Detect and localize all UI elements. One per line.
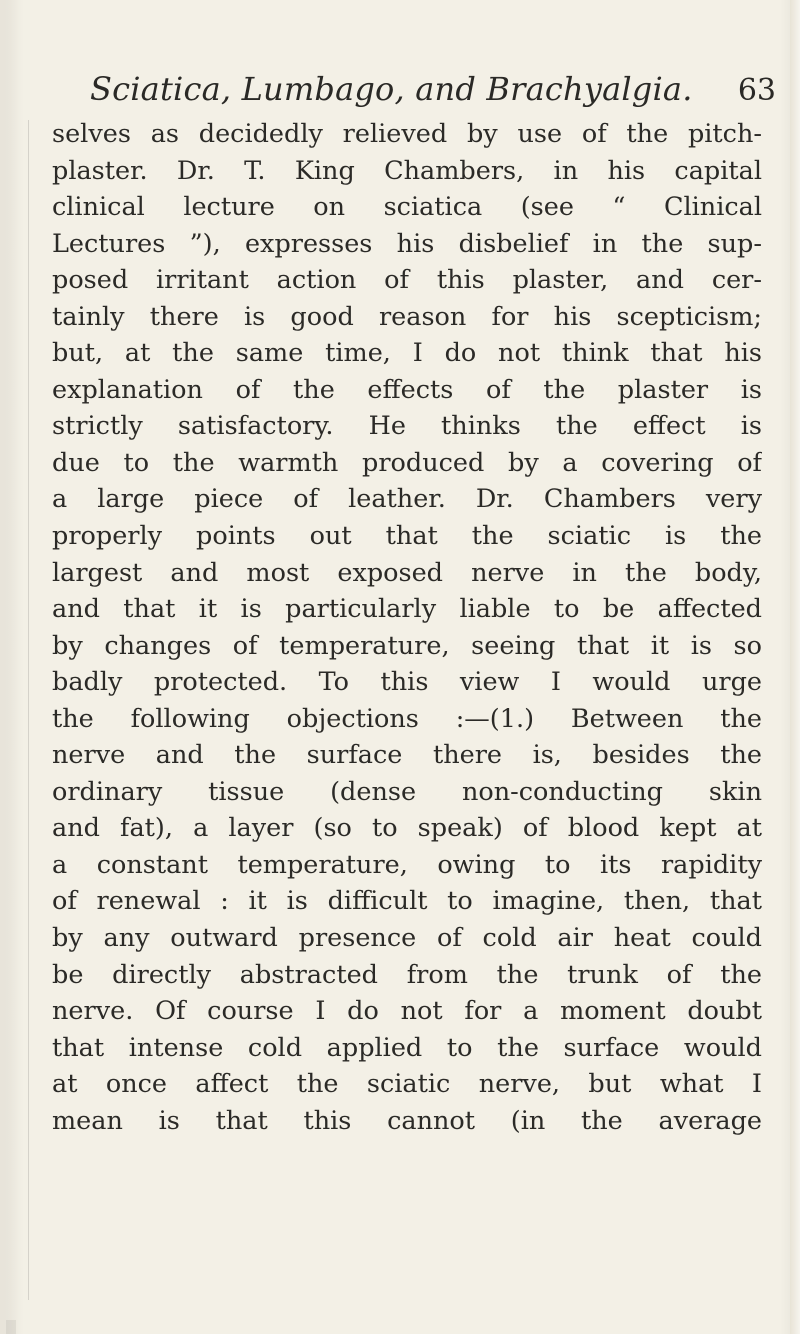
running-header xyxy=(90,70,780,118)
text-line: by any outward presence of cold air heat could xyxy=(52,923,762,954)
text-line: strictly satisfactory. He thinks the effect is xyxy=(52,411,762,442)
text-line: a constant temperature, owing to its rapidity xyxy=(52,849,762,880)
text-line: tainly there is good reason for his scepticism; xyxy=(52,301,762,332)
page-right-edge xyxy=(790,0,800,1334)
text-line: ordinary tissue (dense non-conducting skin xyxy=(52,776,762,807)
text-line: that intense cold applied to the surface would xyxy=(52,1032,762,1063)
text-line: of renewal : it is difficult to imagine, then, that xyxy=(52,886,762,917)
text-line: the following objections :—(1.) Between the xyxy=(52,703,762,734)
text-line: largest and most exposed nerve in the body, xyxy=(52,557,762,588)
text-line: selves as decidedly relieved by use of the pitch- xyxy=(52,119,762,149)
page-corner-mark xyxy=(6,1320,16,1334)
text-line: by changes of temperature, seeing that it is so xyxy=(52,630,762,661)
text-line: and fat), a layer (so to speak) of blood kept at xyxy=(52,813,762,844)
text-line: plaster. Dr. T. King Chambers, in his capital xyxy=(52,155,762,186)
page-number: 63 xyxy=(737,73,776,108)
text-line: be directly abstracted from the trunk of the xyxy=(52,959,762,990)
body-text xyxy=(52,116,762,1139)
text-line: explanation of the effects of the plaster is xyxy=(52,374,762,405)
text-line: nerve. Of course I do not for a moment doubt xyxy=(52,996,762,1027)
text-line: due to the warmth produced by a covering of xyxy=(52,447,762,478)
text-line: clinical lecture on sciatica (see “ Clinical xyxy=(52,192,762,223)
gutter-shadow-line xyxy=(28,120,29,1300)
text-line: at once affect the sciatic nerve, but what I xyxy=(52,1069,762,1100)
text-line: properly points out that the sciatic is the xyxy=(52,521,762,552)
text-line: Lectures ”), expresses his disbelief in the sup- xyxy=(52,228,762,259)
text-line: but, at the same time, I do not think that his xyxy=(52,338,762,369)
text-line: a large piece of leather. Dr. Chambers very xyxy=(52,484,762,515)
text-line: nerve and the surface there is, besides the xyxy=(52,740,762,771)
text-line: posed irritant action of this plaster, and cer- xyxy=(52,265,762,296)
running-title: Sciatica, Lumbago, and Brachyalgia. xyxy=(90,70,693,108)
text-line: and that it is particularly liable to be affected xyxy=(52,594,762,625)
text-line: badly protected. To this view I would urge xyxy=(52,667,762,698)
text-line: mean is that this cannot (in the average xyxy=(52,1105,762,1136)
page-left-shadow xyxy=(0,0,18,1334)
